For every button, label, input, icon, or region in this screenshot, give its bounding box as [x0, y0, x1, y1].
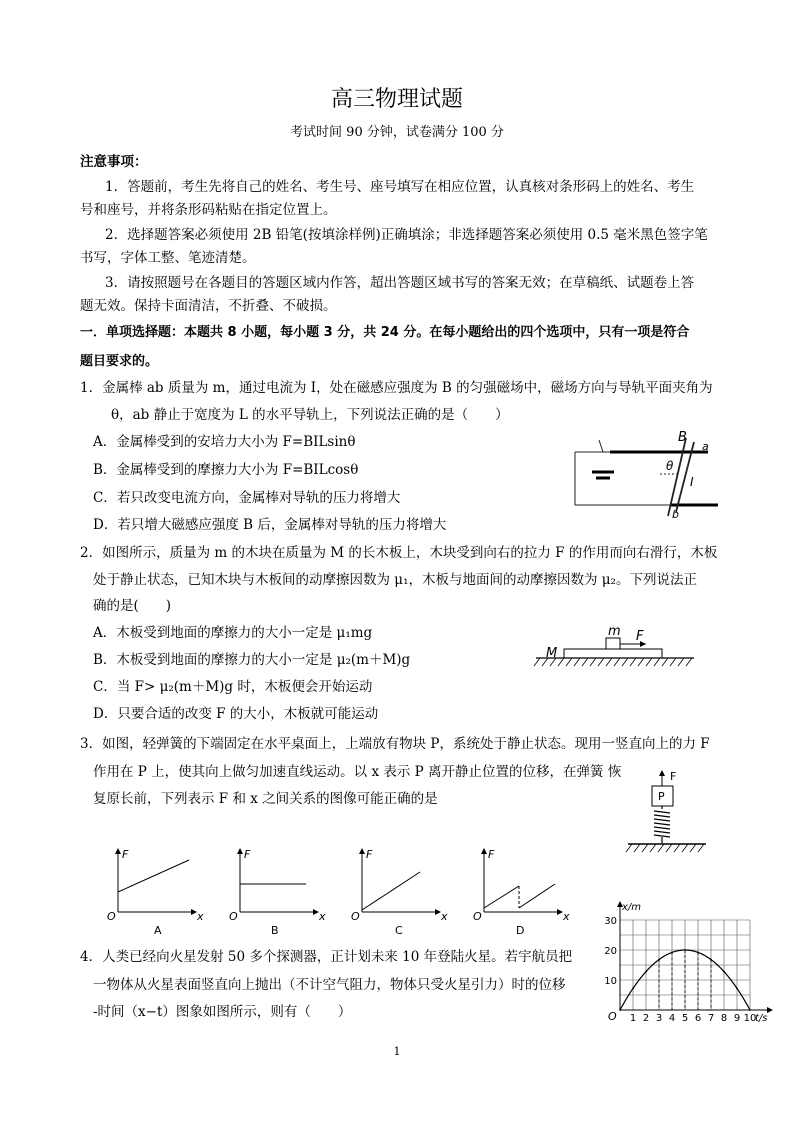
q3-graph-b-xlabel: x [319, 910, 326, 923]
q1-label-theta: θ [666, 459, 674, 473]
notice-item-2-line-1: 2．选择题答案必须使用 2B 铅笔(按填涂样例)正确填涂；非选择题答案必须使用 0.5 毫米黑色签字笔 [105, 227, 708, 243]
q2-option-b: B．木板受到地面的摩擦力的大小一定是 μ₂(m＋M)g [93, 652, 411, 668]
q3-graph-c-line [362, 872, 420, 910]
page-number: 1 [393, 1045, 401, 1058]
q4-data-point [749, 1009, 751, 1011]
q4-x-tick-label: 8 [720, 1013, 728, 1024]
q4-x-axis-arrow [767, 1007, 773, 1013]
q3-graph-d-caption: D [516, 924, 525, 937]
q4-chart-ticks [604, 916, 756, 1024]
q3-stem-line-2: 作用在 P 上，使其向上做匀加速直线运动。以 x 表示 P 离开静止位置的位移，在弹簧 恢 [93, 764, 622, 780]
q3-graph-b-origin: O [229, 910, 238, 923]
q2-label-board: M [546, 646, 558, 661]
q3-stem-line-1: 3．如图，轻弹簧的下端固定在水平桌面上，上端放有物块 P，系统处于静止状态。现用一竖直向上的力 F [80, 736, 710, 752]
q4-x-tick-label: 3 [655, 1013, 663, 1024]
q3-graph-a-ylabel: F [122, 848, 129, 861]
q1-stem-line-1: 1．金属棒 ab 质量为 m，通过电流为 I，处在磁感应强度为 B 的匀强磁场中，磁场方向与导轨平面夹角为 [80, 380, 713, 396]
q4-data-point [684, 949, 686, 951]
q4-x-tick-label: 9 [733, 1013, 741, 1024]
notice-item-3-line-1: 3．请按照题号在各题目的答题区域内作答，超出答题区域书写的答案无效；在草稿纸、试题卷上答 [105, 275, 695, 291]
q3-graph-a-xlabel: x [197, 910, 204, 923]
q1-label-a: a [702, 440, 709, 453]
notice-item-3-line-2: 题无效。保持卡面清洁，不折叠、不破损。 [80, 298, 337, 314]
q4-stem-line-3: -时间（x−t）图象如图所示，则有（ ） [93, 1004, 352, 1020]
section-heading-line-2: 题目要求的。 [80, 354, 159, 369]
q3-graph-d-origin: O [473, 910, 482, 923]
q4-x-tick-label: 1 [629, 1013, 637, 1024]
q3-graph-a[interactable] [103, 846, 203, 938]
page-title: 高三物理试题 [330, 87, 463, 112]
notice-heading: 注意事项： [80, 154, 148, 170]
q1-option-c: C．若只改变电流方向，金属棒对导轨的压力将增大 [93, 490, 401, 506]
notice-item-1-line-1: 1．答题前，考生先将自己的姓名、考生号、座号填写在相应位置，认真核对条形码上的姓名、考生 [105, 179, 695, 195]
q3-graph-a-origin: O [107, 910, 116, 923]
q4-x-tick-label: 4 [668, 1013, 676, 1024]
q1-option-b: B．金属棒受到的摩擦力大小为 F=BILcosθ [93, 462, 359, 478]
exam-subtitle: 考试时间 90 分钟，试卷满分 100 分 [290, 125, 504, 140]
q3-graph-c[interactable] [347, 846, 447, 938]
q3-graph-c-caption: C [395, 924, 403, 937]
q4-x-tick-label: 7 [707, 1013, 715, 1024]
q2-stem-line-2: 处于静止状态，已知木块与木板间的动摩擦因数为 μ₁，木板与地面间的动摩擦因数为 μ₂。下列说法正 [93, 572, 697, 588]
q4-stem-line-2: 一物体从火星表面竖直向上抛出（不计空气阻力，物体只受火星引力）时的位移 [93, 977, 566, 993]
q4-stem-line-1: 4．人类已经向火星发射 50 多个探测器，正计划未来 10 年登陆火星。若宇航员把 [80, 949, 573, 965]
q3-graph-d-xlabel: x [563, 910, 570, 923]
q4-chart-origin: O [608, 1010, 617, 1023]
q1-option-a: A．金属棒受到的安培力大小为 F=BILsinθ [93, 434, 356, 450]
q2-option-a: A．木板受到地面的摩擦力的大小一定是 μ₁mg [93, 625, 373, 641]
q1-rail-diagram [570, 428, 720, 521]
q3-graph-c-xlabel: x [441, 910, 448, 923]
q1-label-b-field: B [678, 430, 687, 445]
q2-stem-line-1: 2．如图所示，质量为 m 的木块在质量为 M 的长木板上，木块受到向右的拉力 F 的作用而向右滑行，木板 [80, 545, 718, 561]
q3-graph-a-line [118, 860, 189, 892]
q4-xt-chart [598, 900, 778, 1024]
q3-graph-d[interactable] [469, 846, 569, 938]
q4-data-point [697, 952, 699, 954]
q3-graph-b-ylabel: F [244, 848, 251, 861]
notice-item-1-line-2: 号和座号，并将条形码粘贴在指定位置上。 [80, 202, 337, 218]
notice-item-2-line-2: 书写，字体工整、笔迹清楚。 [80, 250, 256, 266]
q3-graph-d-line-1 [484, 886, 519, 908]
section-heading-line-1: 一．单项选择题：本题共 8 小题，每小题 3 分，共 24 分。在每小题给出的四个选项中，只有一项是符合 [80, 325, 690, 340]
q3-graph-b-caption: B [271, 924, 279, 937]
q1-label-current: I [690, 475, 694, 489]
q4-data-point [710, 959, 712, 961]
q4-x-tick-label: 2 [642, 1013, 650, 1024]
q3-graph-d-line-2 [519, 884, 555, 908]
q4-chart-xlabel: t/s [755, 1013, 768, 1024]
q2-board-diagram [528, 625, 698, 670]
q3-label-force: F [670, 770, 677, 783]
q3-label-block: P [658, 790, 665, 803]
q2-option-d: D．只要合适的改变 F 的大小，木板就可能运动 [93, 706, 379, 722]
q2-label-block: m [608, 624, 621, 639]
q3-graph-d-ylabel: F [488, 848, 495, 861]
q3-graph-c-ylabel: F [366, 848, 373, 861]
q3-graph-b[interactable] [225, 846, 325, 938]
q4-data-point [723, 971, 725, 973]
q4-x-tick-label: 5 [681, 1013, 689, 1024]
q2-stem-line-3: 确的是( ) [93, 598, 172, 614]
q1-stem-line-2: θ，ab 静止于宽度为 L 的水平导轨上，下列说法正确的是（ ） [111, 407, 509, 423]
q2-board [564, 649, 662, 658]
q1-option-d: D．若只增大磁感应强度 B 后，金属棒对导轨的压力将增大 [93, 517, 447, 533]
q4-chart-ylabel: x/m [622, 902, 642, 913]
q4-data-point [736, 988, 738, 990]
q4-data-point [671, 952, 673, 954]
q3-graph-a-caption: A [154, 924, 162, 937]
q3-stem-line-3: 复原长前，下列表示 F 和 x 之间关系的图像可能正确的是 [93, 791, 438, 807]
q4-chart-axes [617, 901, 773, 1013]
q4-data-point [619, 1009, 621, 1011]
q4-x-tick-label: 6 [694, 1013, 702, 1024]
q3-spring-diagram [622, 768, 712, 858]
q2-block [606, 638, 620, 649]
q4-x-tick-label: 10 [743, 1013, 757, 1024]
q4-data-point [632, 988, 634, 990]
q2-option-c: C．当 F> μ₂(m＋M)g 时，木板便会开始运动 [93, 679, 373, 695]
q4-y-tick-label: 10 [604, 976, 617, 987]
q2-label-force: F [636, 629, 644, 644]
q4-data-point [645, 971, 647, 973]
q4-y-tick-label: 30 [604, 916, 617, 927]
q4-data-point [658, 959, 660, 961]
q1-label-b: b [672, 508, 679, 521]
q4-y-tick-label: 20 [604, 946, 617, 957]
q3-graph-c-origin: O [351, 910, 360, 923]
